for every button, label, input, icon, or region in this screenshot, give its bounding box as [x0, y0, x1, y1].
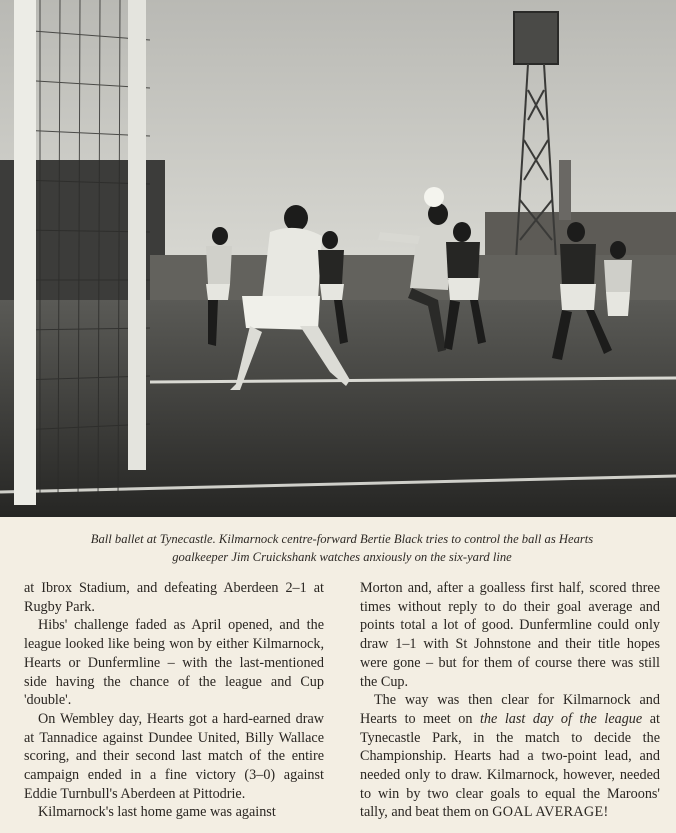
right-column	[360, 579, 660, 822]
caption-line-1: Ball ballet at Tynecastle. Kilmarnock centre-forward Bertie Black tries to control the ball as Hearts	[90, 532, 594, 546]
chimney	[559, 160, 571, 220]
caption-line-2: goalkeeper Jim Cruickshank watches anxiously on the six-yard line	[172, 550, 512, 564]
goal-post-far	[128, 0, 146, 470]
left-paragraph-3: On Wembley day, Hearts got a hard-earned draw at Tannadice against Dundee United, Billy Wallace scoring, and their second last match of the entire campaign ended in a fine victory (3–0) against Eddie Turnbull's Aberdeen at Pittodrie.	[24, 710, 324, 802]
right-paragraph-2-text-b: at Tynecastle Park, in the match to decide the Championship. Hearts had a two-point lead, and needed only to draw. Kilmarnock, however, needed to win by two clear goals to equal the Maroons' tally, and beat them on	[360, 710, 660, 821]
goal-post-near	[14, 0, 36, 505]
emphasis-last-day: the last day of the league	[479, 710, 643, 727]
left-paragraph-4: Kilmarnock's last home game was against	[38, 804, 276, 821]
left-paragraph-2: Hibs' challenge faded as April opened, and the league looked like being won by either Kilmarnock, Hearts or Dunfermline – with the last-mentioned side having the chance of the league and Cup 'double'.	[24, 617, 324, 709]
right-paragraph-1: Morton and, after a goalless first half, scored three times without reply to do their goal average and points total a lot of good. Dunfermline could only draw 1–1 with St Johnstone and their title hopes were gone – but for them of course there was still the Cup.	[360, 580, 660, 690]
article-body	[24, 579, 660, 822]
goal-average-emphasis: GOAL AVERAGE!	[492, 804, 609, 821]
right-paragraph-2	[360, 691, 660, 822]
left-column	[24, 579, 324, 822]
photo-caption	[36, 530, 648, 566]
right-paragraph-2-text-a: The way was then clear for Kilmarnock and Hearts to meet on	[360, 692, 660, 727]
left-paragraph-1: at Ibrox Stadium, and defeating Aberdeen 2–1 at Rugby Park.	[24, 580, 324, 615]
football	[424, 187, 444, 207]
